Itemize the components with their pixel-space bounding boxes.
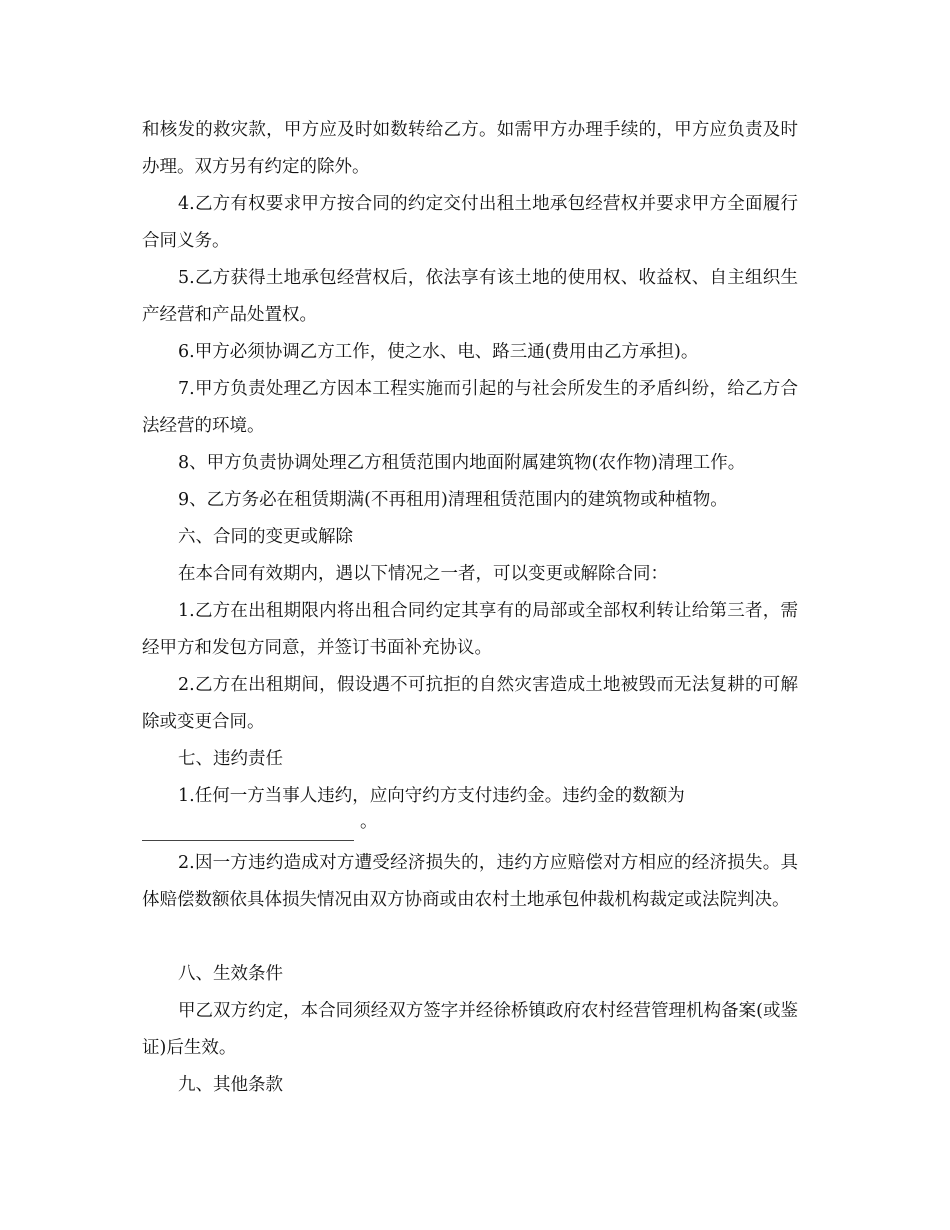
- clause-9: 9、乙方务必在租赁期满(不再租用)清理租赁范围内的建筑物或种植物。: [178, 490, 728, 510]
- clause-6: 6.甲方必须协调乙方工作，使之水、电、路三通(费用由乙方承担)。: [178, 342, 699, 362]
- section-7-clause-2: 2.因一方违约造成对方遭受经济损失的，违约方应赔偿对方相应的经济损失。具体赔偿数额依具体损失情况由双方协商或由农村土地承包仲裁机构裁定或法院判决。: [142, 853, 798, 910]
- section-6-clause-1: 1.乙方在出租期限内将出租合同约定其享有的局部或全部权利转让给第三者，需经甲方和发包方同意，并签订书面补充协议。: [142, 601, 798, 658]
- blank-period: 。: [360, 812, 378, 832]
- clause-5: 5.乙方获得土地承包经营权后，依法享有该土地的使用权、收益权、自主组织生产经营和产品处置权。: [142, 268, 798, 325]
- section-heading-7: 七、违约责任: [178, 749, 283, 769]
- paragraph-relief-funds: 和核发的救灾款，甲方应及时如数转给乙方。如需甲方办理手续的，甲方应负责及时办理。双方另有约定的除外。: [142, 120, 798, 177]
- section-heading-9: 九、其他条款: [178, 1075, 283, 1095]
- section-heading-8: 八、生效条件: [178, 964, 283, 984]
- penalty-amount-blank: [142, 804, 798, 841]
- blank-underline: [142, 818, 354, 841]
- clause-4: 4.乙方有权要求甲方按合同的约定交付出租土地承包经营权并要求甲方全面履行合同义务。: [142, 194, 798, 251]
- section-8-text: 甲乙双方约定，本合同须经双方签字并经徐桥镇政府农村经营管理机构备案(或鉴证)后生效。: [142, 1001, 798, 1058]
- section-6-intro: 在本合同有效期内，遇以下情况之一者，可以变更或解除合同：: [178, 564, 668, 584]
- clause-8: 8、甲方负责协调处理乙方租赁范围内地面附属建筑物(农作物)清理工作。: [178, 453, 746, 473]
- section-7-clause-1: 1.任何一方当事人违约，应向守约方支付违约金。违约金的数额为: [178, 786, 685, 806]
- section-heading-6: 六、合同的变更或解除: [178, 527, 353, 547]
- clause-7: 7.甲方负责处理乙方因本工程实施而引起的与社会所发生的矛盾纠纷，给乙方合法经营的环境。: [142, 379, 798, 436]
- section-6-clause-2: 2.乙方在出租期间，假设遇不可抗拒的自然灾害造成土地被毁而无法复耕的可解除或变更合同。: [142, 675, 798, 732]
